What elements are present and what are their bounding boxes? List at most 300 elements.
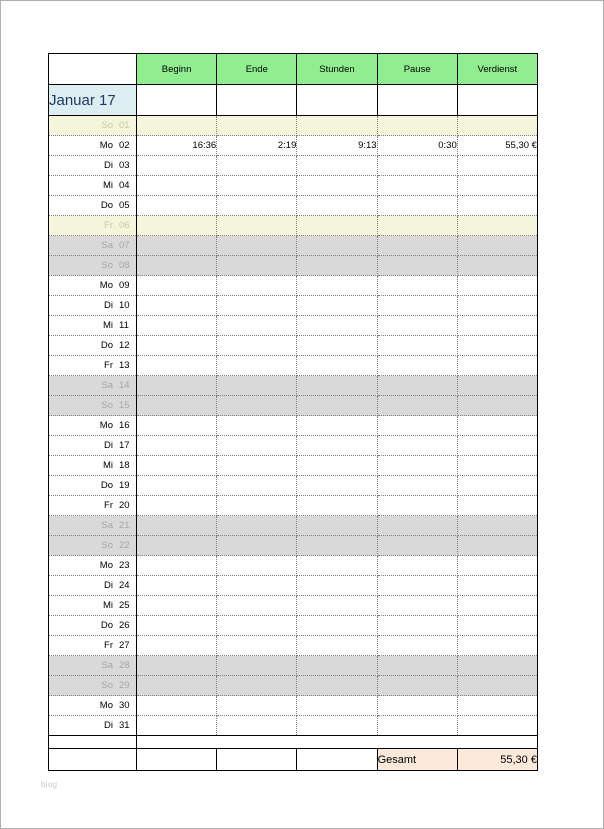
total-row	[49, 749, 538, 771]
spacer-day	[49, 736, 137, 749]
weekday-abbr: So	[101, 260, 113, 271]
cell-ende-01[interactable]	[217, 116, 297, 136]
cell-stunden-26[interactable]	[297, 616, 377, 636]
cell-verdienst-21[interactable]	[457, 516, 537, 536]
cell-pause-12[interactable]	[377, 336, 457, 356]
cell-ende-15[interactable]	[217, 396, 297, 416]
cell-stunden-11[interactable]	[297, 316, 377, 336]
cell-beginn-23[interactable]	[137, 556, 217, 576]
cell-pause-31[interactable]	[377, 716, 457, 736]
day-number: 27	[119, 640, 130, 651]
cell-verdienst-24[interactable]	[457, 576, 537, 596]
cell-stunden-02[interactable]: 9:13	[297, 136, 377, 156]
cell-verdienst-26[interactable]	[457, 616, 537, 636]
weekday-abbr: Fr	[104, 640, 113, 651]
weekday-abbr: Do	[100, 200, 113, 211]
cell-verdienst-19[interactable]	[457, 476, 537, 496]
cell-ende-05[interactable]	[217, 196, 297, 216]
day-label-22	[49, 536, 137, 556]
column-header-ende: Ende	[217, 54, 297, 85]
table-row	[49, 116, 538, 136]
cell-beginn-29[interactable]	[137, 676, 217, 696]
weekday-abbr: So	[101, 400, 113, 411]
cell-verdienst-17[interactable]	[457, 436, 537, 456]
cell-stunden-31[interactable]	[297, 716, 377, 736]
day-label-30	[49, 696, 137, 716]
cell-stunden-13[interactable]	[297, 356, 377, 376]
day-number: 09	[119, 280, 130, 291]
cell-verdienst-07[interactable]	[457, 236, 537, 256]
table-row	[49, 416, 538, 436]
cell-beginn-05[interactable]	[137, 196, 217, 216]
cell-beginn-14[interactable]	[137, 376, 217, 396]
cell-pause-29[interactable]	[377, 676, 457, 696]
cell-ende-21[interactable]	[217, 516, 297, 536]
cell-ende-17[interactable]	[217, 436, 297, 456]
cell-verdienst-23[interactable]	[457, 556, 537, 576]
day-label-20	[49, 496, 137, 516]
cell-beginn-15[interactable]	[137, 396, 217, 416]
cell-pause-25[interactable]	[377, 596, 457, 616]
cell-verdienst-09[interactable]	[457, 276, 537, 296]
day-label-02	[49, 136, 137, 156]
day-number: 21	[119, 520, 130, 531]
day-number: 25	[119, 600, 130, 611]
cell-verdienst-15[interactable]	[457, 396, 537, 416]
weekday-abbr: So	[101, 680, 113, 691]
day-number: 02	[119, 140, 130, 151]
weekday-abbr: Di	[104, 300, 113, 311]
table-row	[49, 456, 538, 476]
day-number: 29	[119, 680, 130, 691]
cell-verdienst-29[interactable]	[457, 676, 537, 696]
total-value: 55,30 €	[457, 749, 537, 771]
cell-verdienst-22[interactable]	[457, 536, 537, 556]
header-row	[49, 54, 538, 85]
weekday-abbr: Mo	[99, 700, 113, 711]
cell-pause-09[interactable]	[377, 276, 457, 296]
day-label-26	[49, 616, 137, 636]
footer-underline-cell	[49, 771, 538, 778]
table-row	[49, 216, 538, 236]
day-label-24	[49, 576, 137, 596]
cell-ende-31[interactable]	[217, 716, 297, 736]
cell-beginn-18[interactable]	[137, 456, 217, 476]
cell-ende-02[interactable]: 2:19	[217, 136, 297, 156]
cell-stunden-03[interactable]	[297, 156, 377, 176]
day-number: 10	[119, 300, 130, 311]
month-blank-5	[457, 85, 537, 116]
cell-verdienst-13[interactable]	[457, 356, 537, 376]
cell-beginn-17[interactable]	[137, 436, 217, 456]
cell-stunden-18[interactable]	[297, 456, 377, 476]
weekday-abbr: Fr	[104, 360, 113, 371]
cell-beginn-26[interactable]	[137, 616, 217, 636]
day-number: 28	[119, 660, 130, 671]
day-label-08	[49, 256, 137, 276]
cell-pause-20[interactable]	[377, 496, 457, 516]
day-number: 15	[119, 400, 130, 411]
cell-verdienst-31[interactable]	[457, 716, 537, 736]
day-label-27	[49, 636, 137, 656]
day-number: 22	[119, 540, 130, 551]
cell-beginn-09[interactable]	[137, 276, 217, 296]
cell-stunden-19[interactable]	[297, 476, 377, 496]
cell-stunden-06[interactable]	[297, 216, 377, 236]
table-row	[49, 276, 538, 296]
cell-pause-11[interactable]	[377, 316, 457, 336]
day-label-28	[49, 656, 137, 676]
day-label-01	[49, 116, 137, 136]
cell-ende-27[interactable]	[217, 636, 297, 656]
cell-beginn-13[interactable]	[137, 356, 217, 376]
cell-pause-22[interactable]	[377, 536, 457, 556]
day-label-09	[49, 276, 137, 296]
weekday-abbr: Mo	[99, 140, 113, 151]
footer-underline	[49, 771, 538, 778]
cell-verdienst-27[interactable]	[457, 636, 537, 656]
day-number: 07	[119, 240, 130, 251]
cell-pause-19[interactable]	[377, 476, 457, 496]
day-label-29	[49, 676, 137, 696]
day-label-14	[49, 376, 137, 396]
cell-stunden-04[interactable]	[297, 176, 377, 196]
weekday-abbr: Mo	[99, 420, 113, 431]
cell-ende-11[interactable]	[217, 316, 297, 336]
day-label-13	[49, 356, 137, 376]
cell-pause-18[interactable]	[377, 456, 457, 476]
table-row	[49, 176, 538, 196]
weekday-abbr: Mi	[102, 460, 113, 471]
cell-stunden-12[interactable]	[297, 336, 377, 356]
month-row	[49, 85, 538, 116]
table-row	[49, 376, 538, 396]
table-row	[49, 396, 538, 416]
cell-ende-25[interactable]	[217, 596, 297, 616]
cell-beginn-21[interactable]	[137, 516, 217, 536]
cell-stunden-28[interactable]	[297, 656, 377, 676]
day-number: 13	[119, 360, 130, 371]
cell-verdienst-20[interactable]	[457, 496, 537, 516]
table-row	[49, 256, 538, 276]
cell-verdienst-28[interactable]	[457, 656, 537, 676]
cell-ende-23[interactable]	[217, 556, 297, 576]
day-number: 24	[119, 580, 130, 591]
cell-beginn-12[interactable]	[137, 336, 217, 356]
cell-beginn-24[interactable]	[137, 576, 217, 596]
cell-stunden-09[interactable]	[297, 276, 377, 296]
cell-beginn-03[interactable]	[137, 156, 217, 176]
day-number: 06	[119, 220, 130, 231]
cell-pause-15[interactable]	[377, 396, 457, 416]
cell-verdienst-10[interactable]	[457, 296, 537, 316]
cell-stunden-07[interactable]	[297, 236, 377, 256]
day-number: 12	[119, 340, 130, 351]
column-header-beginn: Beginn	[137, 54, 217, 85]
weekday-abbr: Fr	[104, 220, 113, 231]
table-row	[49, 596, 538, 616]
cell-verdienst-11[interactable]	[457, 316, 537, 336]
day-number: 31	[119, 720, 130, 731]
day-label-21	[49, 516, 137, 536]
cell-pause-16[interactable]	[377, 416, 457, 436]
table-row	[49, 436, 538, 456]
cell-stunden-01[interactable]	[297, 116, 377, 136]
cell-ende-12[interactable]	[217, 336, 297, 356]
day-label-23	[49, 556, 137, 576]
day-label-15	[49, 396, 137, 416]
total-label: Gesamt	[377, 749, 457, 771]
weekday-abbr: Do	[100, 480, 113, 491]
cell-ende-09[interactable]	[217, 276, 297, 296]
header-corner	[49, 54, 137, 85]
cell-stunden-25[interactable]	[297, 596, 377, 616]
table-footer	[49, 736, 538, 778]
weekday-abbr: Sa	[101, 520, 113, 531]
cell-pause-05[interactable]	[377, 196, 457, 216]
weekday-abbr: Di	[104, 580, 113, 591]
cell-verdienst-01[interactable]	[457, 116, 537, 136]
month-blank-3	[297, 85, 377, 116]
day-number: 01	[119, 120, 130, 131]
table-row	[49, 496, 538, 516]
cell-ende-03[interactable]	[217, 156, 297, 176]
cell-pause-06[interactable]	[377, 216, 457, 236]
cell-pause-07[interactable]	[377, 236, 457, 256]
cell-beginn-31[interactable]	[137, 716, 217, 736]
table-row	[49, 636, 538, 656]
day-label-16	[49, 416, 137, 436]
day-label-12	[49, 336, 137, 356]
cell-pause-24[interactable]	[377, 576, 457, 596]
weekday-abbr: So	[101, 540, 113, 551]
day-number: 30	[119, 700, 130, 711]
table-header	[49, 54, 538, 116]
table-row	[49, 716, 538, 736]
cell-beginn-06[interactable]	[137, 216, 217, 236]
cell-verdienst-12[interactable]	[457, 336, 537, 356]
day-label-31	[49, 716, 137, 736]
cell-verdienst-02[interactable]: 55,30 €	[457, 136, 537, 156]
weekday-abbr: Mi	[102, 180, 113, 191]
cell-verdienst-16[interactable]	[457, 416, 537, 436]
day-number: 18	[119, 460, 130, 471]
cell-ende-28[interactable]	[217, 656, 297, 676]
cell-ende-26[interactable]	[217, 616, 297, 636]
day-number: 08	[119, 260, 130, 271]
spacer-3	[297, 736, 377, 749]
cell-pause-08[interactable]	[377, 256, 457, 276]
cell-beginn-27[interactable]	[137, 636, 217, 656]
cell-beginn-04[interactable]	[137, 176, 217, 196]
table-row	[49, 556, 538, 576]
cell-beginn-01[interactable]	[137, 116, 217, 136]
day-label-25	[49, 596, 137, 616]
weekday-abbr: Mo	[99, 560, 113, 571]
cell-pause-10[interactable]	[377, 296, 457, 316]
cell-stunden-29[interactable]	[297, 676, 377, 696]
day-number: 17	[119, 440, 130, 451]
cell-stunden-08[interactable]	[297, 256, 377, 276]
spacer-1	[137, 736, 217, 749]
cell-ende-08[interactable]	[217, 256, 297, 276]
cell-beginn-10[interactable]	[137, 296, 217, 316]
day-number: 23	[119, 560, 130, 571]
cell-pause-28[interactable]	[377, 656, 457, 676]
table-row	[49, 616, 538, 636]
cell-verdienst-08[interactable]	[457, 256, 537, 276]
table-row	[49, 316, 538, 336]
cell-stunden-16[interactable]	[297, 416, 377, 436]
cell-ende-22[interactable]	[217, 536, 297, 556]
cell-ende-24[interactable]	[217, 576, 297, 596]
cell-stunden-10[interactable]	[297, 296, 377, 316]
day-label-05	[49, 196, 137, 216]
cell-beginn-11[interactable]	[137, 316, 217, 336]
table-row	[49, 356, 538, 376]
day-number: 04	[119, 180, 130, 191]
timesheet	[48, 53, 537, 777]
cell-ende-30[interactable]	[217, 696, 297, 716]
table-row	[49, 576, 538, 596]
cell-beginn-30[interactable]	[137, 696, 217, 716]
table-row	[49, 136, 538, 156]
table-row	[49, 296, 538, 316]
cell-stunden-14[interactable]	[297, 376, 377, 396]
total-blank-2	[217, 749, 297, 771]
cell-pause-26[interactable]	[377, 616, 457, 636]
spacer-row	[49, 736, 538, 749]
cell-pause-02[interactable]: 0:30	[377, 136, 457, 156]
cell-verdienst-30[interactable]	[457, 696, 537, 716]
weekday-abbr: Mo	[99, 280, 113, 291]
cell-verdienst-04[interactable]	[457, 176, 537, 196]
cell-ende-16[interactable]	[217, 416, 297, 436]
day-label-19	[49, 476, 137, 496]
day-number: 05	[119, 200, 130, 211]
day-label-17	[49, 436, 137, 456]
weekday-abbr: Mi	[102, 320, 113, 331]
cell-beginn-19[interactable]	[137, 476, 217, 496]
day-number: 20	[119, 500, 130, 511]
table-row	[49, 516, 538, 536]
cell-ende-13[interactable]	[217, 356, 297, 376]
cell-stunden-23[interactable]	[297, 556, 377, 576]
day-number: 26	[119, 620, 130, 631]
cell-pause-14[interactable]	[377, 376, 457, 396]
day-label-11	[49, 316, 137, 336]
cell-ende-04[interactable]	[217, 176, 297, 196]
table-row	[49, 336, 538, 356]
weekday-abbr: Sa	[101, 380, 113, 391]
cell-stunden-30[interactable]	[297, 696, 377, 716]
weekday-abbr: Sa	[101, 660, 113, 671]
table-row	[49, 196, 538, 216]
day-label-04	[49, 176, 137, 196]
column-header-verdienst: Verdienst	[457, 54, 537, 85]
weekday-abbr: Do	[100, 340, 113, 351]
cell-ende-20[interactable]	[217, 496, 297, 516]
cell-verdienst-25[interactable]	[457, 596, 537, 616]
cell-stunden-17[interactable]	[297, 436, 377, 456]
table-row	[49, 676, 538, 696]
cell-stunden-27[interactable]	[297, 636, 377, 656]
cell-verdienst-18[interactable]	[457, 456, 537, 476]
cell-ende-14[interactable]	[217, 376, 297, 396]
cell-stunden-05[interactable]	[297, 196, 377, 216]
cell-beginn-28[interactable]	[137, 656, 217, 676]
cell-stunden-15[interactable]	[297, 396, 377, 416]
cell-stunden-22[interactable]	[297, 536, 377, 556]
spacer-4	[377, 736, 457, 749]
table-row	[49, 476, 538, 496]
cell-beginn-07[interactable]	[137, 236, 217, 256]
cell-stunden-21[interactable]	[297, 516, 377, 536]
cell-pause-27[interactable]	[377, 636, 457, 656]
table-row	[49, 156, 538, 176]
cell-verdienst-03[interactable]	[457, 156, 537, 176]
weekday-abbr: So	[101, 120, 113, 131]
cell-beginn-02[interactable]: 16:36	[137, 136, 217, 156]
table-row	[49, 696, 538, 716]
weekday-abbr: Do	[100, 620, 113, 631]
cell-verdienst-05[interactable]	[457, 196, 537, 216]
cell-beginn-25[interactable]	[137, 596, 217, 616]
cell-stunden-20[interactable]	[297, 496, 377, 516]
day-number: 11	[119, 320, 129, 331]
total-blank-3	[297, 749, 377, 771]
weekday-abbr: Fr	[104, 500, 113, 511]
watermark: blog	[41, 780, 58, 789]
weekday-abbr: Di	[104, 720, 113, 731]
cell-ende-29[interactable]	[217, 676, 297, 696]
weekday-abbr: Di	[104, 440, 113, 451]
table-body	[49, 116, 538, 736]
cell-beginn-20[interactable]	[137, 496, 217, 516]
month-blank-4	[377, 85, 457, 116]
day-label-03	[49, 156, 137, 176]
day-label-07	[49, 236, 137, 256]
cell-ende-06[interactable]	[217, 216, 297, 236]
cell-beginn-16[interactable]	[137, 416, 217, 436]
spacer-5	[457, 736, 537, 749]
cell-ende-10[interactable]	[217, 296, 297, 316]
cell-stunden-24[interactable]	[297, 576, 377, 596]
weekday-abbr: Mi	[102, 600, 113, 611]
day-label-06	[49, 216, 137, 236]
cell-pause-30[interactable]	[377, 696, 457, 716]
cell-pause-17[interactable]	[377, 436, 457, 456]
cell-verdienst-14[interactable]	[457, 376, 537, 396]
cell-pause-04[interactable]	[377, 176, 457, 196]
weekday-abbr: Di	[104, 160, 113, 171]
cell-beginn-22[interactable]	[137, 536, 217, 556]
cell-pause-21[interactable]	[377, 516, 457, 536]
cell-pause-01[interactable]	[377, 116, 457, 136]
cell-verdienst-06[interactable]	[457, 216, 537, 236]
cell-pause-13[interactable]	[377, 356, 457, 376]
total-blank-1	[137, 749, 217, 771]
cell-pause-03[interactable]	[377, 156, 457, 176]
cell-ende-18[interactable]	[217, 456, 297, 476]
table-row	[49, 536, 538, 556]
cell-ende-19[interactable]	[217, 476, 297, 496]
column-header-stunden: Stunden	[297, 54, 377, 85]
cell-ende-07[interactable]	[217, 236, 297, 256]
cell-beginn-08[interactable]	[137, 256, 217, 276]
timesheet-table	[48, 53, 538, 777]
cell-pause-23[interactable]	[377, 556, 457, 576]
